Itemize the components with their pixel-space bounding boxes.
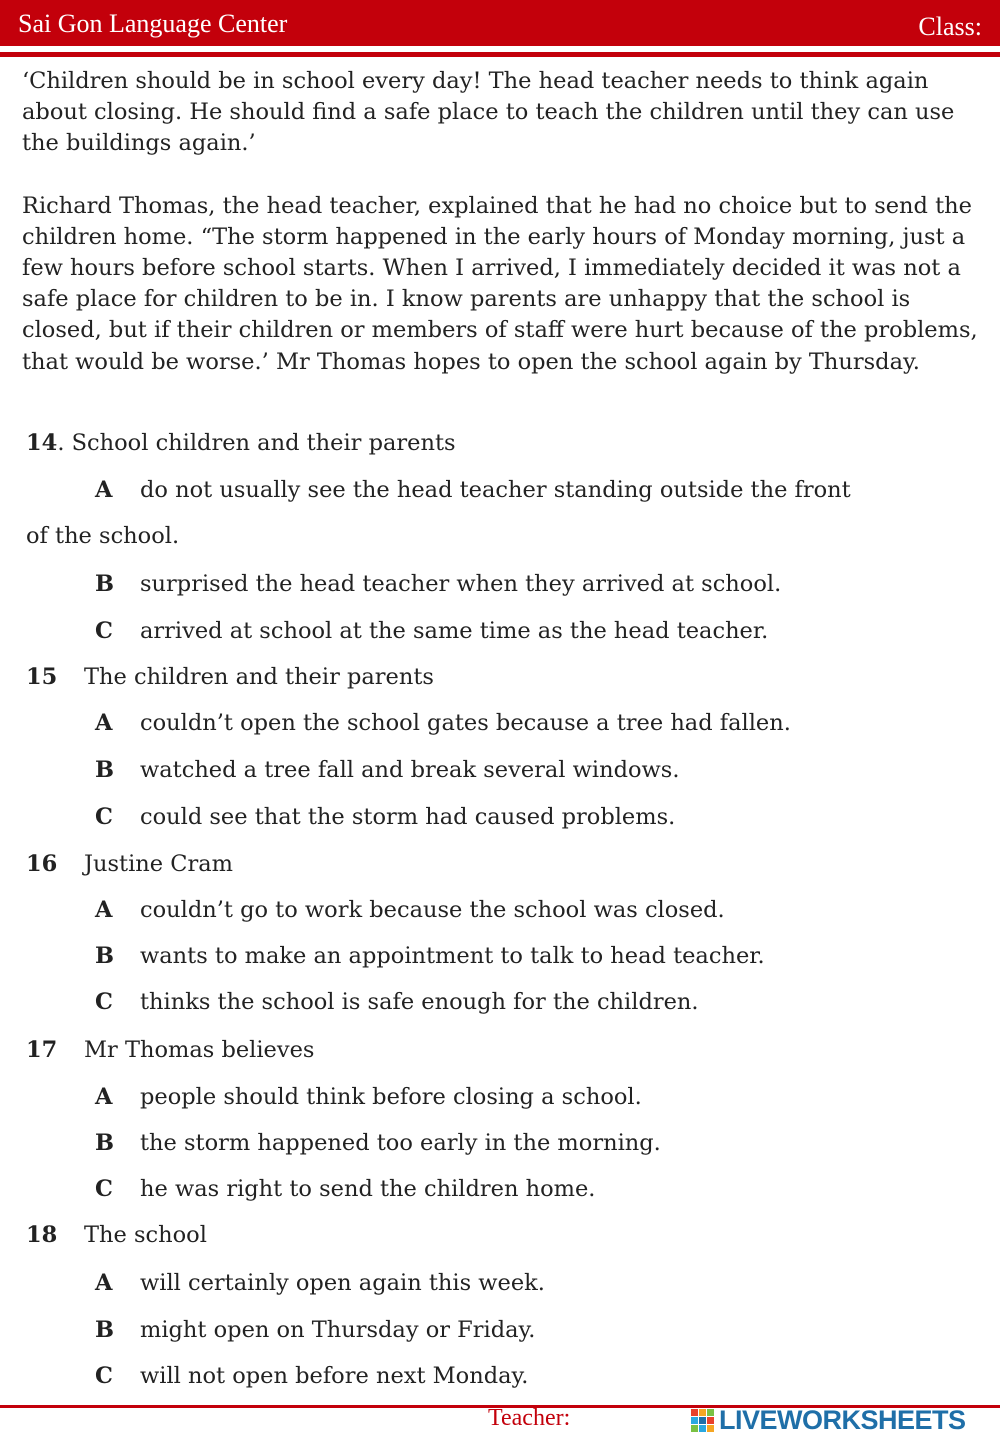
option-letter: B — [95, 571, 115, 597]
question-17-option-b[interactable] — [95, 1130, 661, 1156]
question-16-stem — [26, 851, 233, 877]
option-letter: A — [95, 897, 113, 923]
question-text: The children and their parents — [84, 664, 434, 690]
option-letter: A — [95, 710, 113, 736]
question-15-option-b[interactable] — [95, 757, 680, 783]
option-text: might open on Thursday or Friday. — [140, 1317, 536, 1343]
question-number: 17 — [26, 1037, 58, 1063]
option-text: watched a tree fall and break several windows. — [140, 757, 680, 783]
question-number: 16 — [26, 851, 58, 877]
question-16-option-a[interactable] — [95, 897, 725, 923]
option-text: the storm happened too early in the morning. — [140, 1130, 661, 1156]
brand-name: LIVEWORKSHEETS — [719, 1405, 966, 1435]
question-text: Justine Cram — [84, 851, 233, 877]
question-number: 14 — [26, 430, 58, 456]
question-14-stem — [26, 430, 456, 456]
option-letter: C — [95, 1363, 113, 1389]
question-number: 18 — [26, 1222, 58, 1248]
liveworksheets-brand[interactable] — [690, 1405, 966, 1436]
option-text: he was right to send the children home. — [140, 1176, 596, 1202]
question-14-option-c[interactable] — [95, 618, 768, 644]
question-15-stem — [26, 664, 434, 690]
reading-passage — [22, 66, 982, 378]
option-letter: C — [95, 1176, 113, 1202]
liveworksheets-logo-icon — [690, 1408, 716, 1434]
option-text: people should think before closing a school. — [140, 1084, 642, 1110]
center-name: Sai Gon Language Center — [18, 9, 288, 38]
option-letter: B — [95, 757, 115, 783]
question-number: 15 — [26, 664, 58, 690]
header-bar — [0, 0, 1000, 46]
question-18-option-a[interactable] — [95, 1270, 545, 1296]
question-16-option-b[interactable] — [95, 943, 765, 969]
class-label: Class: — [918, 12, 982, 41]
option-text: surprised the head teacher when they arrived at school. — [140, 571, 782, 597]
option-letter: B — [95, 1130, 115, 1156]
question-15-option-a[interactable] — [95, 710, 791, 736]
option-text: couldn’t go to work because the school was closed. — [140, 897, 725, 923]
question-17-stem — [26, 1037, 314, 1063]
option-text: arrived at school at the same time as the head teacher. — [140, 618, 769, 644]
header-divider — [0, 52, 1000, 57]
option-text: do not usually see the head teacher standing outside the front — [140, 477, 851, 503]
option-letter: C — [95, 618, 113, 644]
option-letter: C — [95, 989, 113, 1015]
question-17-option-c[interactable] — [95, 1176, 595, 1202]
question-14-option-a[interactable] — [95, 477, 851, 503]
option-letter: B — [95, 943, 115, 969]
passage-paragraph-2: Richard Thomas, the head teacher, explained that he had no choice but to send the children home. “The storm happened in the early hours of Monday morning, just a few hours before school starts. When I arrived, I immediately decided it was not a safe place for children to be in. I know parents are unhappy that the school is closed, but if their children or members of staff were hurt because of the problems, that would be worse.’ Mr Thomas hopes to open the school again by Thursday. — [22, 192, 978, 375]
question-text: The school — [84, 1222, 207, 1248]
question-15-option-c[interactable] — [95, 804, 675, 830]
option-text: could see that the storm had caused problems. — [140, 804, 676, 830]
question-14-option-a-continuation: of the school. — [26, 523, 180, 549]
question-18-option-b[interactable] — [95, 1317, 535, 1343]
option-text: will certainly open again this week. — [140, 1270, 545, 1296]
option-text: will not open before next Monday. — [140, 1363, 529, 1389]
question-text: . School children and their parents — [57, 430, 456, 456]
question-18-option-c[interactable] — [95, 1363, 528, 1389]
question-text: Mr Thomas believes — [84, 1037, 315, 1063]
teacher-label: Teacher: — [488, 1405, 571, 1431]
question-14-option-b[interactable] — [95, 571, 781, 597]
option-text: couldn’t open the school gates because a tree had fallen. — [140, 710, 791, 736]
option-letter: A — [95, 477, 113, 503]
question-17-option-a[interactable] — [95, 1084, 642, 1110]
question-16-option-c[interactable] — [95, 989, 699, 1015]
option-letter: A — [95, 1270, 113, 1296]
passage-paragraph-1: ‘Children should be in school every day! The head teacher needs to think again about closing. He should find a safe place to teach the children until they can use the buildings again.’ — [22, 68, 955, 157]
option-letter: C — [95, 804, 113, 830]
option-text: thinks the school is safe enough for the children. — [140, 989, 699, 1015]
option-letter: A — [95, 1084, 113, 1110]
option-letter: B — [95, 1317, 115, 1343]
question-18-stem — [26, 1222, 207, 1248]
option-text: wants to make an appointment to talk to head teacher. — [140, 943, 765, 969]
